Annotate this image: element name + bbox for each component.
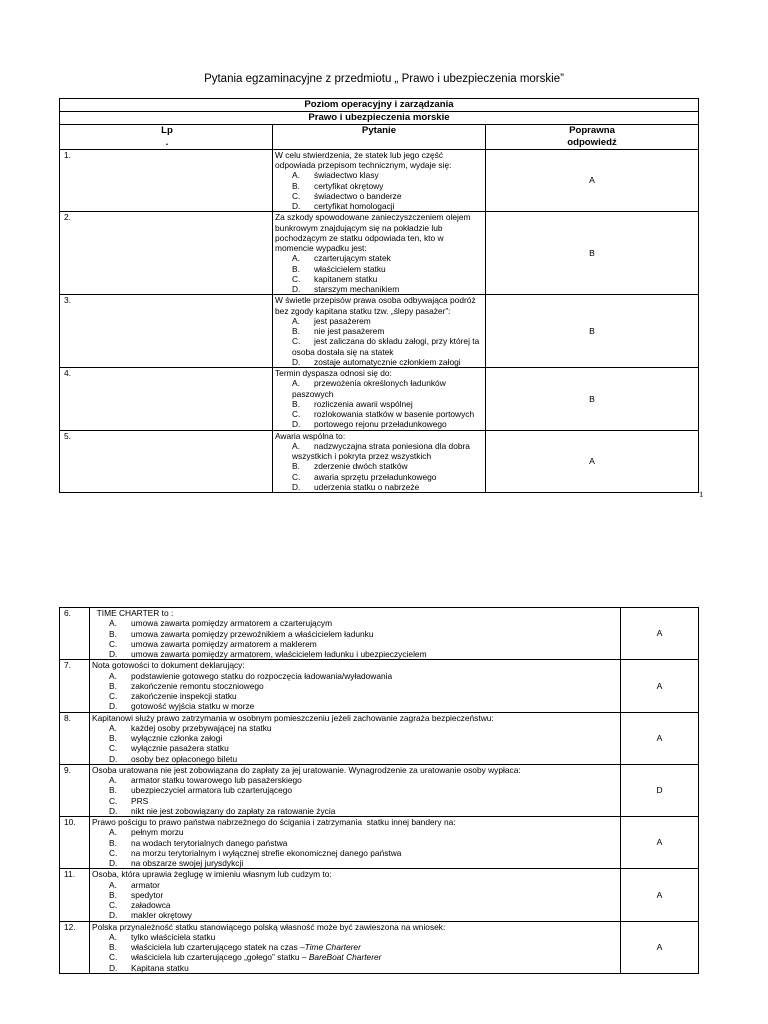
answer-option [275,253,483,263]
option-text: podstawienie gotowego statku do rozpoczęcia ładowania/wyładowania [131,670,393,681]
answer-option [275,326,483,336]
question-text: Prawo pościgu to prawo państwa nabrzeżnego do ścigania i zatrzymania statku innej bandery na: [92,817,456,827]
question-number: 8. [60,712,90,764]
correct-answer: B [486,212,699,295]
option-text: czarterującym statek [314,253,391,264]
correct-answer: A [621,660,699,712]
answer-option [92,963,618,973]
question-number: 2. [60,212,273,295]
answer-option [92,671,618,681]
option-text: rozlokowania statków w basenie portowych [314,409,475,420]
answer-option [275,441,483,462]
answer-option [92,639,618,649]
option-letter: D. [109,910,118,921]
option-letter: B. [292,326,300,337]
answer-options [275,170,483,211]
option-text: świadectwo klasy [314,170,379,181]
question-number: 12. [60,921,90,973]
option-text: makler okrętowy [131,910,192,921]
option-letter: C. [292,336,301,347]
question-cell [90,712,621,764]
answer-options [92,932,618,973]
question-row [60,212,699,295]
option-letter: B. [292,398,300,409]
option-text: jest zaliczana do składu załogi, przy której ta osoba dostała się na statek [292,336,480,357]
answer-options [92,827,618,868]
option-text: wyłącznie pasażera statku [131,743,229,754]
option-letter: B. [292,461,300,472]
option-letter: C. [109,638,118,649]
question-row [60,660,699,712]
option-letter: B. [109,942,117,952]
option-letter: C. [109,691,118,701]
option-text: na morzu terytorialnym i wyłącznej strefie ekonomicznej danego państwa [131,847,402,858]
answer-option [275,336,483,357]
option-letter: D. [292,201,301,212]
option-letter: A. [109,722,117,733]
option-letter: C. [292,471,301,482]
question-cell [90,817,621,869]
option-letter: D. [109,649,118,659]
option-text: właścicielem statku [314,263,386,274]
correct-answer: A [621,817,699,869]
option-letter: C. [109,743,118,754]
answer-option [275,274,483,284]
option-letter: D. [292,419,301,430]
answer-option [92,838,618,848]
option-text: pełnym morzu [131,827,184,838]
question-text: W celu stwierdzenia, że statek lub jego część odpowiada przepisom technicznym, wydaje się: [275,149,452,171]
option-text: zostaje automatycznie członkiem załogi [314,356,461,367]
answer-options [275,378,483,429]
answer-option [92,900,618,910]
answer-option [92,952,618,962]
question-text: Osoba, która uprawia żeglugę w imieniu własnym lub cudzym to: [92,869,332,880]
answer-option [92,681,618,691]
option-letter: B. [109,680,117,691]
subject-header: Prawo i ubezpieczenia morskie [60,111,699,124]
question-row [60,608,699,660]
option-text: armator [131,879,160,890]
option-letter: D. [292,481,301,492]
option-letter: B. [109,733,117,743]
answer-option [92,775,618,785]
answer-option [92,691,618,701]
answer-option [92,910,618,920]
option-text: awaria sprzętu przeładunkowego [314,471,437,482]
question-number: 11. [60,869,90,921]
question-column-header: Pytanie [273,124,486,149]
option-letter: A. [292,170,300,181]
answer-option [275,419,483,429]
correct-answer: A [486,149,699,212]
option-letter: C. [109,900,118,910]
correct-answer: A [621,608,699,660]
answer-option [92,932,618,942]
option-letter: C. [292,190,301,201]
answer-option [275,316,483,326]
question-number: 1. [60,149,273,212]
correct-answer: B [486,368,699,431]
option-text: armator statku towarowego lub pasażerskiego [131,775,302,785]
answer-option [92,629,618,639]
question-number: 7. [60,660,90,712]
answer-option [92,754,618,764]
page-number: 1 [699,489,704,499]
answer-option [275,482,483,492]
option-letter: A. [292,253,300,264]
option-letter: A. [292,315,300,326]
question-text: TIME CHARTER to : [92,608,174,618]
document-title: Pytania egzaminacyjne z przedmiotu „ Prawo i ubezpieczenia morskie” [204,73,564,85]
question-row [60,817,699,869]
option-text: rozliczenia awarii wspólnej [314,398,413,409]
answer-option [92,848,618,858]
option-text: nadzwyczajna strata poniesiona dla dobra wszystkich i pokryta przez wszystkich [292,440,470,462]
option-text: certyfikat okrętowy [314,180,384,191]
question-text: Termin dyspasza odnosi się do: [275,368,392,379]
answer-option [92,942,618,952]
option-text: zderzenie dwóch statków [314,461,408,472]
question-text: Nota gotowości to dokument deklarujący: [92,660,245,671]
option-letter: A. [292,378,300,389]
question-cell [273,295,486,368]
option-letter: B. [292,180,300,191]
option-text: właściciela lub czarterującego statek na czas – [131,942,305,952]
question-row [60,712,699,764]
question-cell [90,921,621,973]
option-text: przewożenia określonych ładunków paszowych [292,378,446,399]
option-letter: C. [292,409,301,420]
question-cell [273,430,486,493]
option-letter: A. [109,618,117,629]
answer-option [275,357,483,367]
question-cell [90,764,621,816]
answer-options [275,316,483,367]
answer-option [275,284,483,294]
option-letter: D. [109,962,118,973]
correct-answer: A [621,921,699,973]
option-letter: D. [292,356,301,367]
question-row [60,921,699,973]
option-letter: A. [109,827,117,838]
answer-option [92,806,618,816]
question-text: Kapitanowi służy prawo zatrzymania w osobnym pomieszczeniu jeżeli zachowanie zagraża bezpieczeństwu: [92,712,494,723]
option-text: certyfikat homologacji [314,201,395,212]
option-letter: D. [109,805,118,816]
option-text: na wodach terytorialnych danego państwa [131,837,288,848]
answer-option [275,181,483,191]
option-letter: D. [292,284,301,295]
option-text: świadectwo o banderze [314,190,402,201]
question-text: Za szkody spowodowane zanieczyszczeniem olejem bunkrowym znajdującym się na pokładzie lub pochodzącym ze statku odpowiada ten, kto w momencie wypadku jest: [275,212,473,254]
correct-answer: A [486,430,699,493]
option-letter: D. [109,701,118,712]
answer-options [92,775,618,816]
option-text: tylko właściciela statku [131,931,216,942]
option-text: właściciela lub czarterującego „gołego” statku – [131,952,309,963]
option-text: starszym mechanikiem [314,284,400,295]
option-letter: C. [292,273,301,284]
answer-options [92,671,618,712]
question-row [60,149,699,212]
answer-options [275,441,483,492]
question-row [60,430,699,493]
option-letter: A. [109,931,117,942]
answer-option [275,170,483,180]
answer-option [92,827,618,837]
answer-options [275,253,483,294]
option-text: spedytor [131,889,164,900]
questions-table-page-1 [59,98,699,493]
answer-option [275,378,483,399]
correct-answer: A [621,712,699,764]
answer-option [92,858,618,868]
answer-option [92,701,618,711]
option-italic-text: Time Charterer [304,942,361,952]
question-number: 4. [60,368,273,431]
option-letter: A. [109,879,117,890]
question-cell [90,608,621,660]
question-row [60,869,699,921]
option-text: umowa zawarta pomiędzy przewoźnikiem a właścicielem ładunku [131,628,374,639]
question-row [60,764,699,816]
question-text: W świetle przepisów prawa osoba odbywająca podróż bez zgody kapitana statku tzw. „ślepy pasażer”: [275,295,478,316]
question-text: Awaria wspólna to: [275,430,346,441]
option-text: wyłącznie członka załogi [131,733,223,743]
question-number: 3. [60,295,273,368]
question-cell [273,212,486,295]
option-text: ubezpieczyciel armatora lub czarterującego [131,785,293,796]
option-text: każdej osoby przebywającej na statku [131,722,272,733]
answer-option [275,191,483,201]
level-header: Poziom operacyjny i zarządzania [60,99,699,112]
answer-option [275,399,483,409]
correct-answer: D [621,764,699,816]
option-text: gotowość wyjścia statku w morze [131,701,255,712]
question-row [60,368,699,431]
option-letter: B. [109,785,117,796]
answer-option [275,461,483,471]
question-cell [273,149,486,212]
option-text: umowa zawarta pomiędzy armatorem a maklerem [131,638,317,649]
answer-option [92,649,618,659]
answer-options [92,618,618,659]
option-text: nikt nie jest zobowiązany do zapłaty za ratowanie życia [131,805,336,816]
option-text: na obszarze swojej jurysdykcji [131,858,244,868]
question-number: 6. [60,608,90,660]
option-letter: B. [109,889,117,900]
correct-answer: B [486,295,699,368]
answer-option [92,618,618,628]
answer-option [92,723,618,733]
option-text: osoby bez opłaconego biletu [131,753,238,764]
answer-option [92,880,618,890]
lp-column-header: Lp . [60,124,273,149]
option-letter: B. [109,837,117,848]
answer-option [275,409,483,419]
question-row [60,295,699,368]
answer-option [92,733,618,743]
question-text: Polska przynależność statku stanowiącego polską własność może być zawieszona na wniosek: [92,921,446,932]
option-text: zakończenie inspekcji statku [131,691,237,701]
option-text: portowego rejonu przeładunkowego [314,419,447,430]
option-text: nie jest pasażerem [314,326,385,337]
option-italic-text: BareBoat Charterer [308,952,382,963]
question-text: Osoba uratowana nie jest zobowiązana do zapłaty za jej uratowanie. Wynagrodzenie za uratowanie osoby wypłaca: [92,764,521,775]
option-text: załadowca [131,900,171,910]
option-letter: C. [109,847,118,858]
option-letter: C. [109,952,118,963]
option-letter: A. [292,440,300,451]
option-letter: D. [109,753,118,764]
option-text: kapitanem statku [314,273,378,284]
option-letter: B. [109,628,117,639]
option-text: jest pasażerem [314,315,371,326]
question-cell [90,660,621,712]
option-text: uderzenia statku o nabrzeże [314,481,420,492]
answer-option [275,201,483,211]
option-letter: B. [292,263,300,274]
answer-option [275,264,483,274]
option-text: zakończenie remontu stoczniowego [131,680,264,691]
answer-option [92,785,618,795]
answer-option [92,890,618,900]
question-cell [273,368,486,431]
answer-options [92,880,618,921]
option-text: Kapitana statku [131,962,189,973]
answer-column-header: Poprawna odpowiedź [486,124,699,149]
option-text: PRS [131,795,149,806]
answer-option [275,472,483,482]
question-number: 10. [60,817,90,869]
question-number: 5. [60,430,273,493]
answer-option [92,796,618,806]
option-letter: D. [109,858,118,868]
answer-options [92,723,618,764]
answer-option [92,743,618,753]
question-cell [90,869,621,921]
questions-table-page-2 [59,607,699,974]
option-text: umowa zawarta pomiędzy armatorem, właścicielem ładunku i ubezpieczycielem [131,649,427,659]
option-text: umowa zawarta pomiędzy armatorem a czarterującym [131,618,333,629]
question-number: 9. [60,764,90,816]
option-letter: A. [109,775,117,785]
correct-answer: A [621,869,699,921]
option-letter: A. [109,670,117,681]
option-letter: C. [109,795,118,806]
